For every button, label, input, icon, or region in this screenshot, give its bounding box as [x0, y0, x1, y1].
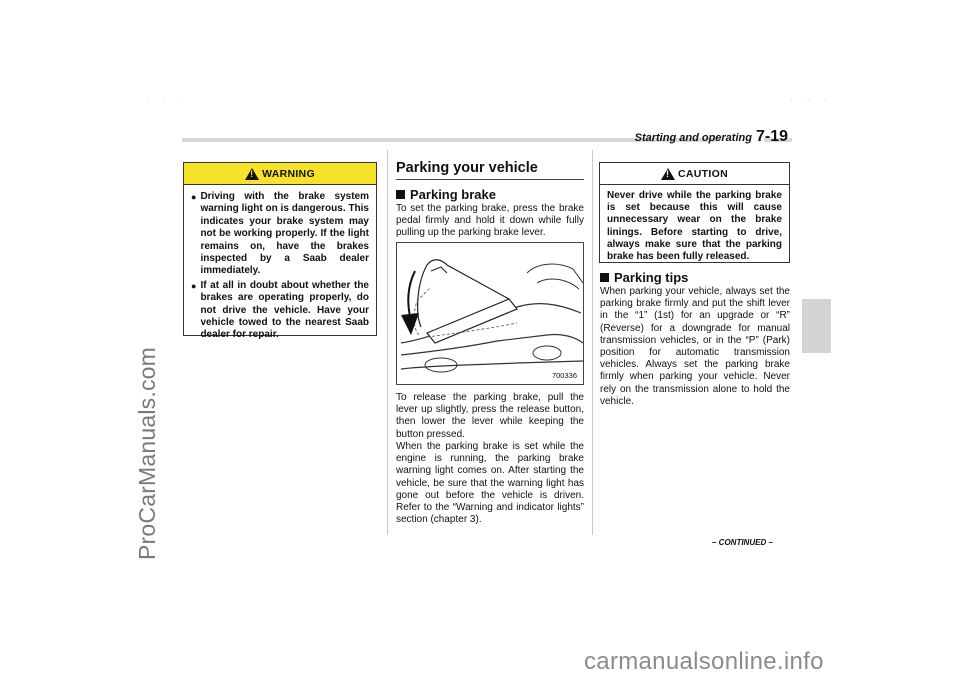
parking-brake-intro: To set the parking brake, press the brake pedal firmly and hold it down while fully pulling up the parking brake lever.	[396, 203, 584, 239]
column-divider-1	[387, 150, 388, 535]
warning-item-text: Driving with the brake system warning light on is dangerous. This indicates your brake system may not be working properly. If the light remains on, have the brakes inspected by a Saab dealer immediately.	[200, 191, 369, 277]
warning-item	[191, 280, 369, 342]
footer-watermark: carmanualsonline.info	[584, 648, 824, 675]
warning-body	[184, 185, 376, 342]
warning-header	[184, 163, 376, 185]
header-section-title: Starting and operating	[634, 132, 752, 144]
side-watermark: ProCarManuals.com	[134, 346, 160, 560]
parking-brake-release: To release the parking brake, pull the lever up slightly, press the release button, then lower the lever while keeping the button pressed.	[396, 392, 584, 440]
column-divider-2	[592, 150, 593, 535]
page-number: 7-19	[755, 128, 788, 145]
subsection-heading-parking-brake	[396, 187, 496, 202]
caution-box	[599, 162, 790, 263]
continued-marker: – CONTINUED –	[712, 538, 773, 547]
corner-marks-right: · · ·	[790, 96, 833, 105]
warning-title: WARNING	[262, 167, 315, 180]
square-bullet-icon	[396, 190, 405, 199]
bullet-icon: ●	[191, 192, 197, 202]
square-bullet-icon	[600, 273, 609, 282]
figure-code: 700336	[551, 371, 577, 380]
subsection-title: Parking tips	[614, 270, 689, 285]
subsection-title: Parking brake	[410, 187, 496, 202]
chapter-thumb-tab	[802, 299, 831, 353]
corner-marks-left: · · ·	[146, 96, 189, 105]
warning-item-text: If at all in doubt about whether the brakes are operating properly, do not drive the vehicle. Have your vehicle towed to the nearest Saab dealer for repair.	[200, 279, 369, 341]
parking-tips-body: When parking your vehicle, always set the parking brake firmly and put the shift lever in the “1” (1st) for an upgrade or “R” (Reverse) for a downgrade for manual transmission vehicles, or in the “P” (Park) position for automatic transmission vehicles. Always set the parking brake firmly when parking your vehicle. Never rely on the transmission alone to hold the vehicle.	[600, 286, 790, 407]
caution-triangle-icon	[661, 168, 675, 180]
parking-brake-figure	[396, 242, 584, 385]
caution-header	[600, 163, 789, 185]
caution-title: CAUTION	[678, 167, 728, 180]
warning-box	[183, 162, 377, 341]
warning-triangle-icon	[245, 168, 259, 180]
caution-body: Never drive while the parking brake is set because this will cause unnecessary wear on the brake linings. Before starting to drive, always make sure that the parking brake has been fully released.	[607, 190, 782, 263]
parking-brake-lever-illustration	[397, 243, 584, 385]
section-heading: Parking your vehicle	[396, 160, 584, 180]
warning-item	[191, 191, 369, 278]
running-header	[635, 128, 788, 146]
parking-brake-warning-light: When the parking brake is set while the engine is running, the parking brake warning light comes on. After starting the vehicle, be sure that the warning light has gone out before the vehicle is driven. Refer to the “Warning and indicator lights” section (chapter 3).	[396, 441, 584, 526]
subsection-heading-parking-tips	[600, 270, 688, 285]
bullet-icon: ●	[191, 280, 197, 291]
